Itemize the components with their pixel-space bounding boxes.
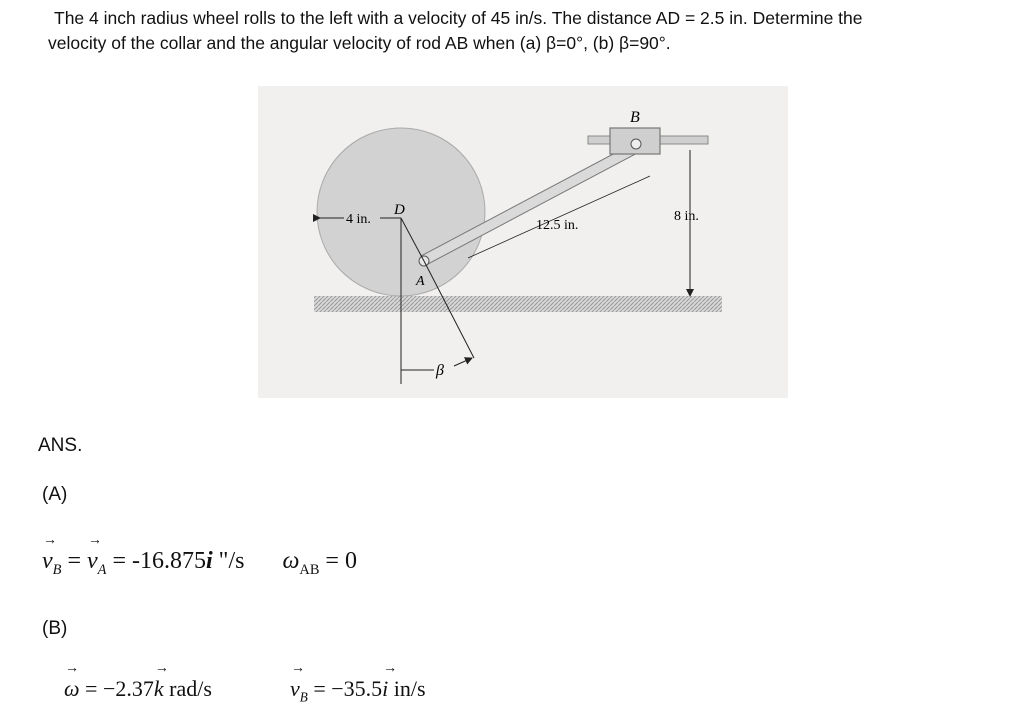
label-rod-length: 12.5 in. [536,218,579,233]
equation-part-a: → $v_B$ = → $v_A = -16.875i$ "/s $\omega_{AB} = 0$ [42,548,357,579]
label-d: D [394,202,405,218]
equation-part-b-omega: → ω = −2.37→ k rad/s [64,676,212,702]
label-beta: β [436,362,444,379]
equation-part-b-vb: → $v_B = -35.5\to i$ in/s [290,676,426,705]
problem-line-2: velocity of the collar and the angular velocity of rod AB when (a) β=0°, (b) β=90°. [48,33,671,53]
part-a-label: (A) [42,484,68,505]
label-a: A [416,274,425,289]
label-height: 8 in. [674,209,699,224]
problem-line-1: The 4 inch radius wheel rolls to the left with a velocity of 45 in/s. The distance AD = 2.5 in. Determine the [54,8,863,28]
ground [314,296,722,312]
label-b: B [630,109,640,126]
label-radius: 4 in. [346,212,371,227]
answer-heading: ANS. [38,435,83,456]
mechanism-figure [258,86,788,398]
part-b-label: (B) [42,618,68,639]
